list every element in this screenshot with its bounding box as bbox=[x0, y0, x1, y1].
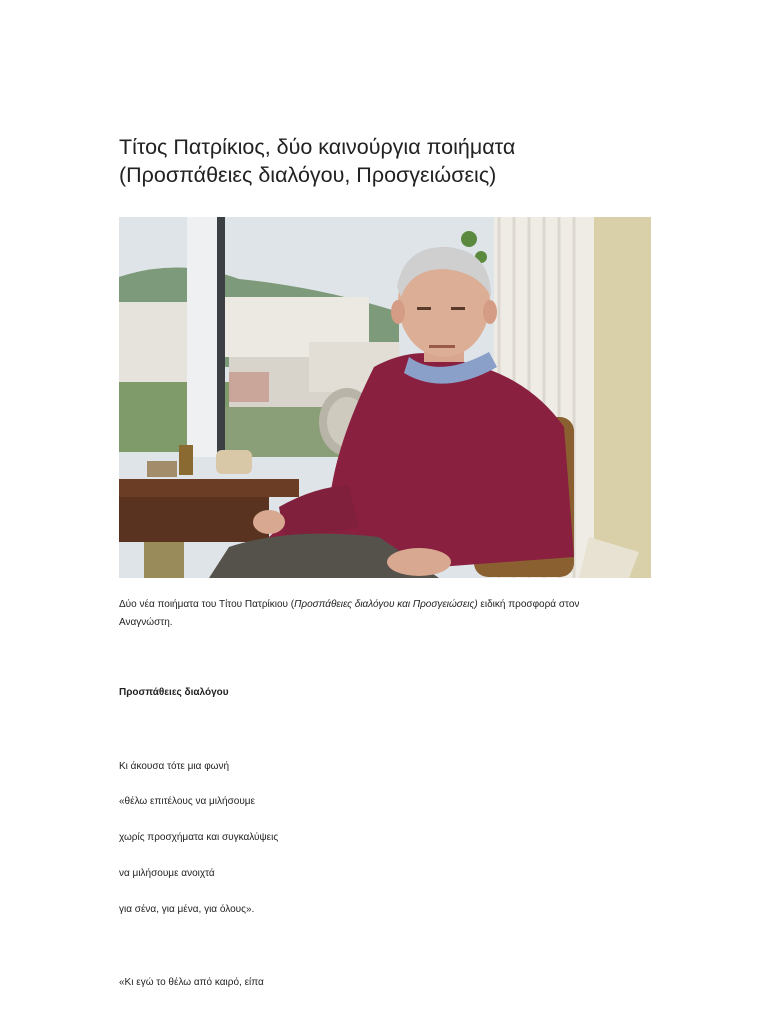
article-photo bbox=[119, 217, 651, 578]
poem-verse-1: Κι άκουσα τότε μια φωνή bbox=[119, 761, 230, 772]
poem-verse-4: να μιλήσουμε ανοιχτά bbox=[119, 868, 215, 879]
poem-verse-5: για σένα, για μένα, για όλους». bbox=[119, 904, 255, 915]
article-title bbox=[119, 133, 651, 189]
caption-text-start: Δύο νέα ποιήματα του Τίτου Πατρίκιου ( bbox=[119, 599, 295, 610]
caption-text-end: ειδική προσφορά στον bbox=[477, 599, 580, 610]
poem-heading: Προσπάθειες διαλόγου bbox=[119, 687, 229, 698]
poem-verse-2: «θέλω επιτέλους να μιλήσουμε bbox=[119, 796, 256, 807]
caption-italic-titles: Προσπάθειες διαλόγου και Προσγειώσεις) bbox=[294, 599, 478, 610]
caption-text-line2: Αναγνώστη. bbox=[119, 617, 173, 628]
poem-verse-3: χωρίς προσχήματα και συγκαλύψεις bbox=[119, 832, 279, 843]
poem-verse-6: «Κι εγώ το θέλω από καιρό, είπα bbox=[119, 977, 264, 988]
photo-caption bbox=[119, 596, 651, 632]
title-line-1: Τίτος Πατρίκιος, δύο καινούργια ποιήματα bbox=[119, 135, 516, 159]
title-line-2: (Προσπάθειες διαλόγου, Προσγειώσεις) bbox=[119, 163, 497, 187]
